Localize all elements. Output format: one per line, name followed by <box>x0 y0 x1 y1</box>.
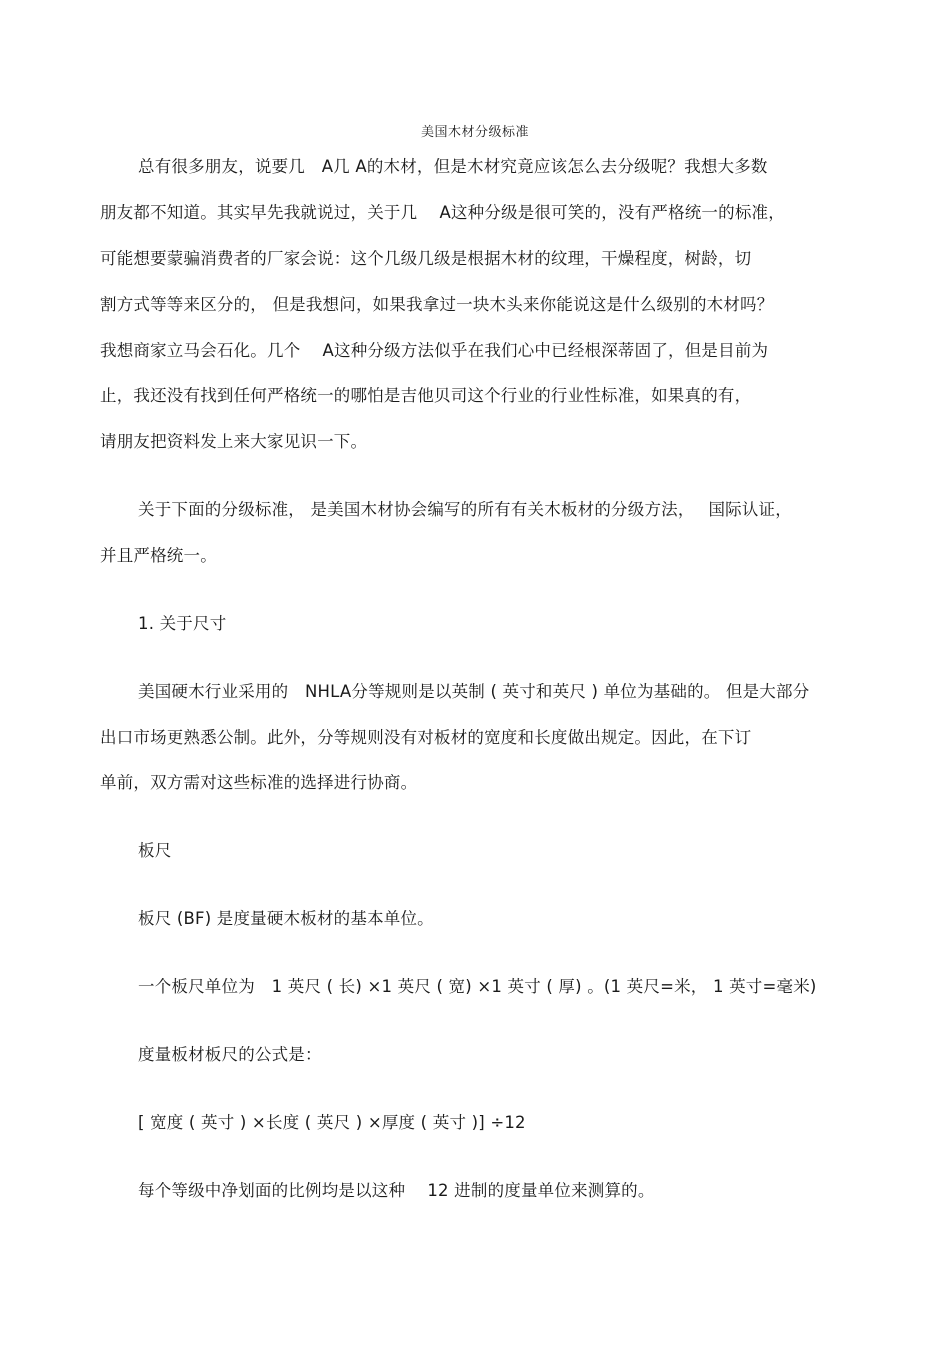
paragraph-3-line-1: 美国硬木行业采用的 NHLA分等规则是以英制 ( 英寸和英尺 ) 单位为基础的。 但是大部分 <box>138 682 810 701</box>
paragraph-1-line-1: 总有很多朋友，说要几 A几 A的木材，但是木材究竟应该怎么去分级呢？我想大多数 <box>138 157 768 176</box>
paragraph-2-line-2: 并且严格统一。 <box>100 546 217 565</box>
paragraph-2-line-1: 关于下面的分级标准， 是美国木材协会编写的所有有关木板材的分级方法， 国际认证， <box>138 500 792 519</box>
grade-measurement-note: 每个等级中净划面的比例均是以这种 12 进制的度量单位来测算的。 <box>138 1181 655 1200</box>
paragraph-1-line-7: 请朋友把资料发上来大家见识一下。 <box>100 432 368 451</box>
board-foot-unit: 一个板尺单位为 1 英尺 ( 长) ×1 英尺 ( 宽) ×1 英寸 ( 厚) 。(1 英尺=米， 1 英寸=毫米) <box>138 977 817 996</box>
paragraph-1-line-5: 我想商家立马会石化。几个 A这种分级方法似乎在我们心中已经根深蒂固了，但是目前为 <box>100 341 769 360</box>
paragraph-1-line-6: 止，我还没有找到任何严格统一的哪怕是吉他贝司这个行业的行业性标准，如果真的有， <box>100 386 752 405</box>
paragraph-3-line-2: 出口市场更熟悉公制。此外，分等规则没有对板材的宽度和长度做出规定。因此，在下订 <box>100 728 752 747</box>
board-foot-formula: [ 宽度 ( 英寸 ) ×长度 ( 英尺 ) ×厚度 ( 英寸 )] ÷12 <box>138 1113 526 1132</box>
paragraph-1-line-2: 朋友都不知道。其实早先我就说过，关于几 A这种分级是很可笑的，没有严格统一的标准， <box>100 203 785 222</box>
subheading-board-foot: 板尺 <box>138 841 172 860</box>
paragraph-3-line-3: 单前，双方需对这些标准的选择进行协商。 <box>100 773 418 792</box>
board-foot-definition: 板尺 (BF) 是度量硬木板材的基本单位。 <box>138 909 434 928</box>
formula-intro: 度量板材板尺的公式是： <box>138 1045 322 1064</box>
paragraph-1-line-3: 可能想要蒙骗消费者的厂家会说：这个几级几级是根据木材的纹理，干燥程度，树龄，切 <box>100 249 752 268</box>
paragraph-1-line-4: 割方式等等来区分的， 但是我想问，如果我拿过一块木头来你能说这是什么级别的木材吗？ <box>100 295 774 314</box>
section-heading-size: 1. 关于尺寸 <box>138 614 227 633</box>
document-title: 美国木材分级标准 <box>420 125 529 140</box>
